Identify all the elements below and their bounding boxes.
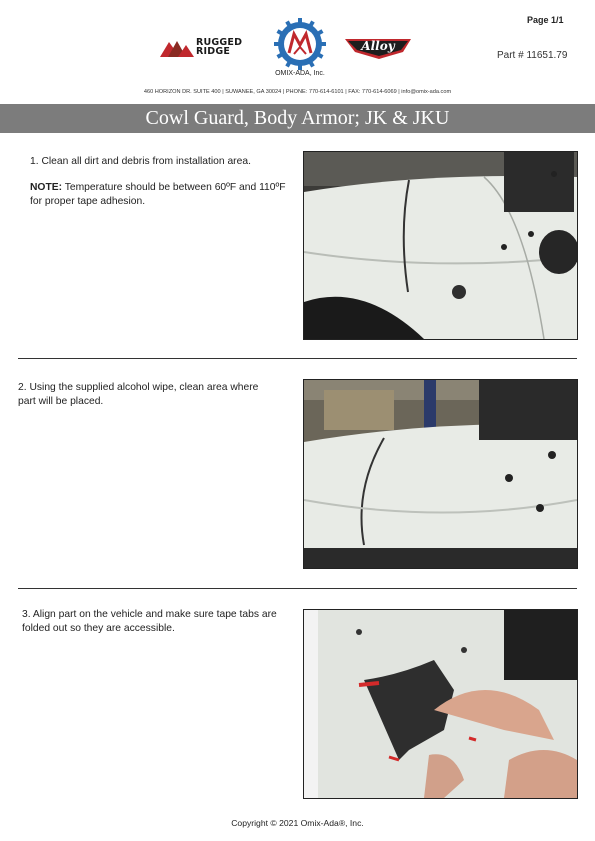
note-label: NOTE: <box>30 182 63 193</box>
omix-ada-name: OMIX-ADA, Inc. <box>275 70 325 77</box>
step-1-instruction: 1. Clean all dirt and debris from installation area. <box>30 156 251 167</box>
rugged-ridge-mark-icon <box>160 39 194 57</box>
step-3-photo <box>303 609 578 799</box>
alloy-usa-logo <box>343 36 413 60</box>
vehicle-cowl-photo-2 <box>304 380 577 568</box>
company-address: 460 HORIZON DR. SUITE 400 | SUWANEE, GA 30024 | PHONE: 770-614-6101 | FAX: 770-614-6069 | info@omix-ada.com <box>143 89 452 95</box>
page-title: Cowl Guard, Body Armor; JK & JKU <box>145 107 450 129</box>
copyright-notice: Copyright © 2021 Omix-Ada®, Inc. <box>231 818 364 828</box>
rugged-ridge-word-2: RIDGE <box>196 46 231 57</box>
page-number: Page 1/1 <box>527 15 564 25</box>
step-1-photo <box>303 151 578 340</box>
alloy-logo-text: Alloy <box>361 39 395 53</box>
omix-ada-logo <box>274 18 326 70</box>
step-1-note <box>30 181 294 208</box>
rugged-ridge-word-1: RUGGED <box>196 37 243 48</box>
section-divider-1 <box>18 358 577 359</box>
rugged-ridge-logo <box>160 38 256 58</box>
section-divider-2 <box>18 588 577 589</box>
omix-gear-icon <box>274 18 326 70</box>
step-2-photo <box>303 379 578 569</box>
note-text: Temperature should be between 60ºF and 110ºF for proper tape adhesion. <box>30 182 286 207</box>
vehicle-cowl-photo-3 <box>304 610 577 798</box>
part-number: Part # 11651.79 <box>497 50 568 61</box>
step-3-instruction: 3. Align part on the vehicle and make sure tape tabs are folded out so they are accessible. <box>22 609 277 634</box>
vehicle-cowl-photo-1 <box>304 152 577 339</box>
step-2-instruction: 2. Using the supplied alcohol wipe, clean area where part will be placed. <box>18 382 259 407</box>
